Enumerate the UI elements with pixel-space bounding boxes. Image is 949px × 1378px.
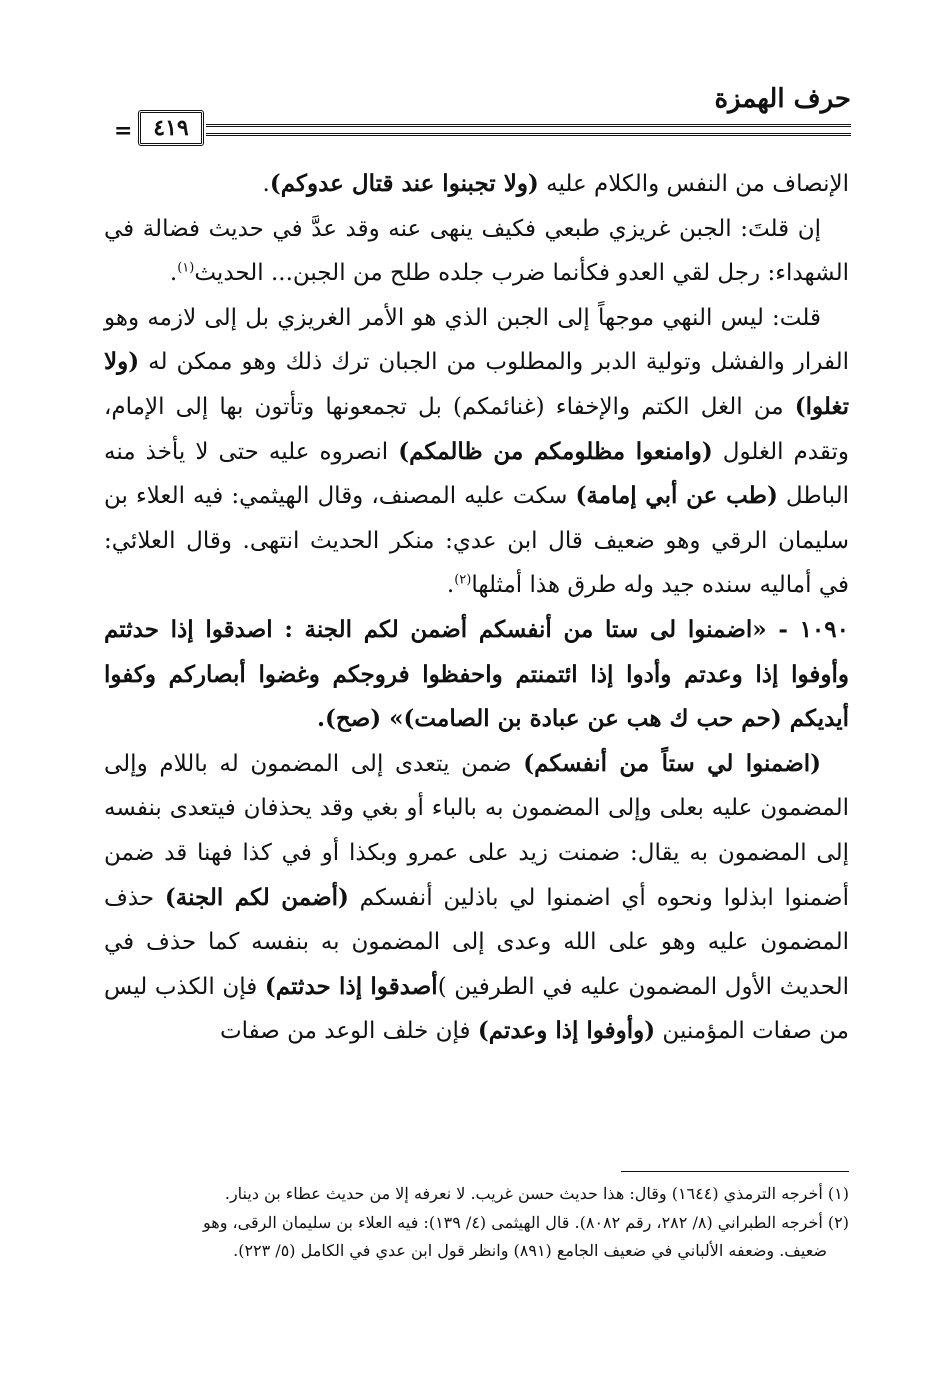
text-run: قلت: ليس النهي موجهاً إلى الجبن الذي هو الأمر الغريزي بل إلى لازمه وهو الفرار والفشل وتولية الدبر والمطلوب من الجبان ترك ذلك وهو ممكن له	[104, 304, 849, 376]
text-run: الإنصاف من النفس والكلام عليه	[538, 171, 849, 197]
quoted-text: (طب عن أبي إمامة)	[575, 482, 778, 510]
footnote-1: (١) أخرجه الترمذي (١٦٤٤) وقال: هذا حديث حسن غريب. لا نعرفه إلا من حديث عطاء بن دينار.	[224, 1184, 849, 1203]
footnote-ref-1[interactable]: (١)	[177, 260, 195, 276]
text-run: ضمن يتعدى إلى المضمون له باللام وإلى المضمون عليه بعلى وإلى المضمون به بالباء أو بغي وقد يحذفان فيتعدى بنفسه إلى المضمون به يقال: ضمنت زيد على عمرو وبكذا أو في كذا فهنا قد ضمن أضمنوا ابذلوا ونحوه أي اضمنوا لي باذلين أنفسكم	[104, 750, 849, 911]
hadith-1090: ١٠٩٠ - «اضمنوا لى ستا من أنفسكم أضمن لكم الجنة : اصدقوا إذا حدثتم وأوفوا إذا وعدتم وأدوا إذا ائتمنتم واحفظوا فروجكم وغضوا أبصاركم وكفوا أيديكم (حم حب ك هب عن عبادة بن الصامت)» (صح).	[104, 615, 849, 733]
text-run: حذف المضمون عليه وهو على الله وعدى إلى المضمون به بنفسه كما حذف في الحديث الأول المضمون عليه في الطرفين )	[104, 884, 849, 1000]
quoted-text: (أضمن لكم الجنة)	[164, 883, 349, 911]
text-run: انصروه عليه حتى لا يأخذ منه الباطل	[104, 438, 849, 510]
main-text	[104, 162, 849, 1054]
paragraph-3	[104, 296, 849, 608]
quoted-text: (اضمنوا لي ستاً من أنفسكم)	[523, 749, 822, 777]
footnotes	[104, 1180, 849, 1266]
header-double-rule	[206, 124, 851, 136]
paragraph-1	[104, 162, 849, 207]
paragraph-5	[104, 742, 849, 1054]
quoted-text: (وامنعوا مظلومكم من ظالمكم)	[398, 437, 713, 465]
text-run: سكت عليه المصنف، وقال الهيثمي: فيه العلاء بن سليمان الرقي وهو ضعيف قال ابن عدي: منكر الحديث انتهى. وقال العلائي: في أماليه سنده جيد وله طرق هذا أمثلها	[104, 483, 849, 599]
quoted-text: (ولا تغلوا)	[104, 348, 849, 420]
footnote-2: (٢) أخرجه الطبراني (٨/ ٢٨٢، رقم ٨٠٨٢). قال الهيثمى (٤/ ١٣٩): فيه العلاء بن سليمان الرقى، وهو	[202, 1212, 849, 1232]
text-run: .	[446, 572, 455, 599]
text-run: .	[169, 260, 178, 287]
footnote-2-continued: ضعيف. وضعفه الألباني في ضعيف الجامع (٨٩١) وانظر قول ابن عدي في الكامل (٥/ ٢٢٣).	[233, 1241, 827, 1260]
page-number-box	[138, 110, 204, 146]
page-header	[110, 78, 851, 148]
running-title: حرف الهمزة	[714, 84, 851, 114]
paragraph-2	[104, 207, 849, 296]
quoted-text: أصدقوا إذا حدثتم)	[264, 972, 438, 1000]
page-number-marker: =	[114, 118, 133, 144]
quoted-text: (وأوفوا إذا وعدتم)	[477, 1017, 656, 1045]
text-run: إن قلتَ: الجبن غريزي طبعي فكيف ينهى عنه وقد عدَّ في حديث فضالة في الشهداء: رجل لقي العدو فكأنما ضرب جلده طلح من الجبن... الحديث	[104, 215, 849, 287]
quoted-text: (ولا تجبنوا عند قتال عدوكم)	[269, 170, 539, 197]
page-number: ٤١٩	[153, 115, 189, 141]
text-run: من الغل الكتم والإخفاء (غنائمكم) بل تجمعونها وتأتون بها إلى الإمام، وتقدم الغلول	[104, 393, 850, 465]
footnote-ref-2[interactable]: (٢)	[454, 572, 472, 588]
text-run: فإن خلف الوعد من صفات	[220, 1018, 478, 1045]
text-run: فإن الكذب ليس من صفات المؤمنين	[104, 973, 849, 1045]
text-run: .	[262, 171, 270, 197]
footnote-separator	[621, 1171, 849, 1172]
